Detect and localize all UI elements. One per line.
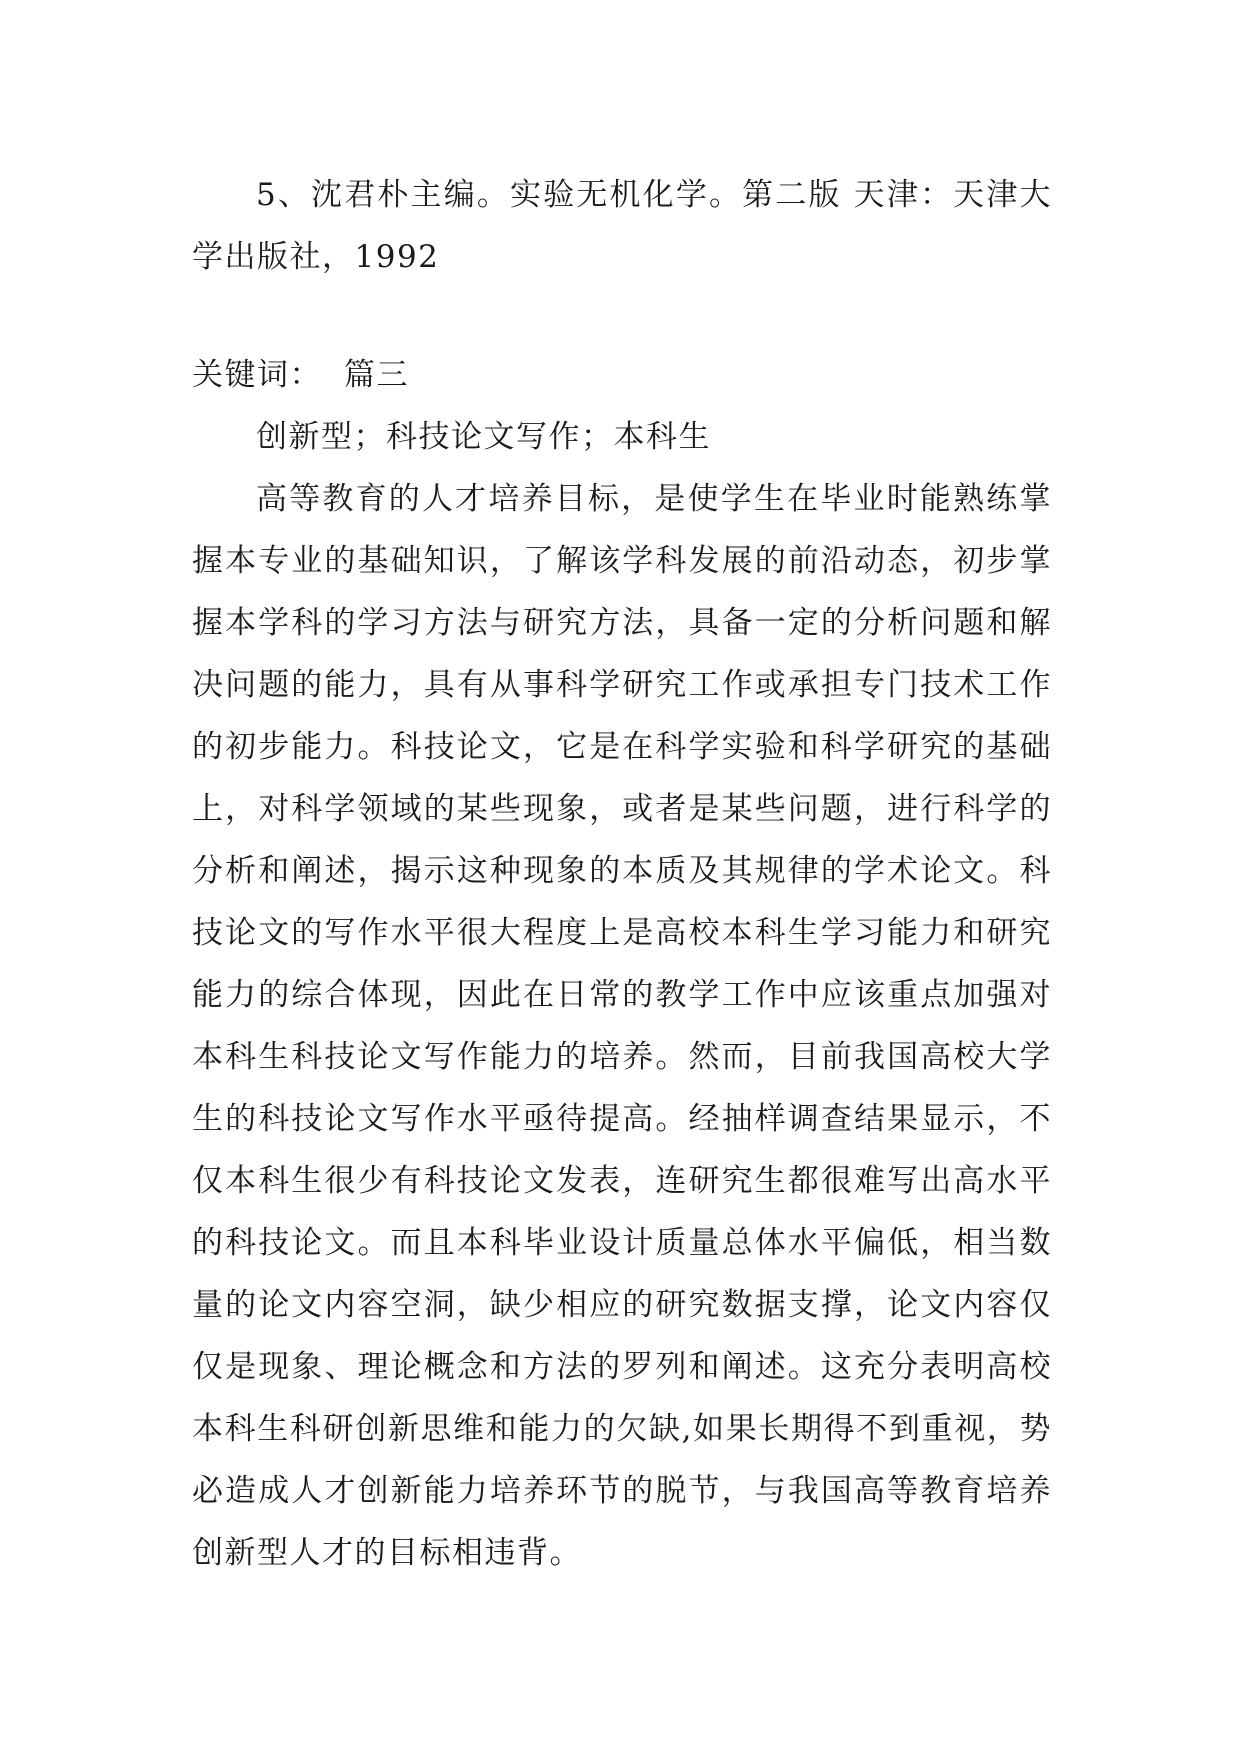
document-body: [192, 164, 1052, 1584]
section-label: 篇三: [344, 357, 409, 393]
keywords-heading: [192, 344, 1052, 406]
keywords-text: 创新型；科技论文写作；本科生: [256, 419, 711, 455]
keywords-label: 关键词：: [192, 357, 322, 393]
body-paragraph: 高等教育的人才培养目标，是使学生在毕业时能熟练掌握本专业的基础知识，了解该学科发展的前沿动态，初步掌握本学科的学习方法与研究方法，具备一定的分析问题和解决问题的能力，具有从事科学研究工作或承担专门技术工作的初步能力。科技论文，它是在科学实验和科学研究的基础上，对科学领域的某些现象，或者是某些问题，进行科学的分析和阐述，揭示这种现象的本质及其规律的学术论文。科技论文的写作水平很大程度上是高校本科生学习能力和研究能力的综合体现，因此在日常的教学工作中应该重点加强对本科生科技论文写作能力的培养。然而，目前我国高校大学生的科技论文写作水平亟待提高。经抽样调查结果显示，不仅本科生很少有科技论文发表，连研究生都很难写出高水平的科技论文。而且本科毕业设计质量总体水平偏低，相当数量的论文内容空洞，缺少相应的研究数据支撑，论文内容仅仅是现象、理论概念和方法的罗列和阐述。这充分表明高校本科生科研创新思维和能力的欠缺,如果长期得不到重视，势必造成人才创新能力培养环节的脱节，与我国高等教育培养创新型人才的目标相违背。: [192, 481, 1052, 1571]
reference-item: 5、沈君朴主编。实验无机化学。第二版 天津：天津大学出版社，1992: [192, 177, 1052, 275]
